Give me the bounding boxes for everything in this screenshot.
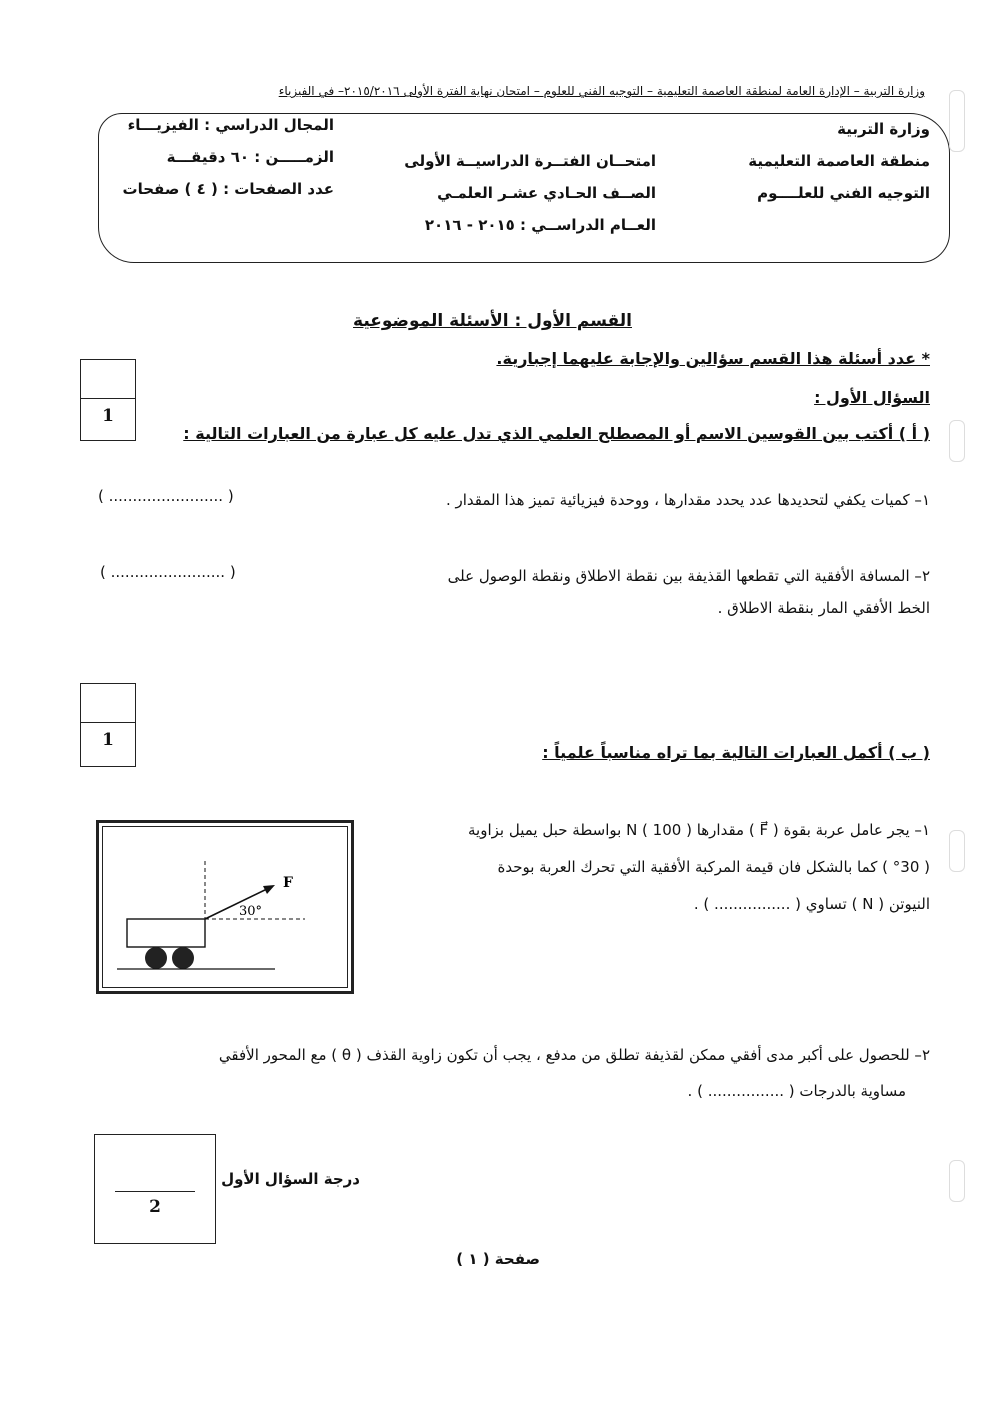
score-box-part-b [80, 683, 136, 767]
total-score: 2 [149, 1197, 161, 1217]
force-arrowhead [263, 885, 275, 894]
part-b-item-1-line-3: النيوتن ( N ) تساوي ( ................ ) . [693, 895, 930, 913]
part-a-item-2-cont: الخط الأفقي المار بنقطة الاطلاق . [717, 599, 930, 617]
page-number: صفحة ( ١ ) [456, 1250, 540, 1268]
total-label: درجة السؤال الأول [221, 1170, 360, 1188]
angle-label: 30° [239, 904, 263, 919]
duration-label: الزمـــــن : ٦٠ دقيقـــة [166, 148, 334, 166]
subject-label: المجال الدراسي : الفيزيـــاء [127, 116, 334, 134]
scan-edge-mark [949, 420, 965, 462]
cart-figure [96, 820, 354, 994]
scan-edge-mark [949, 90, 965, 152]
part-b-item-2-line-1: ٢– للحصول على أكبر مدى أفقي ممكن لقذيفة تطلق من مدفع ، يجب أن تكون زاوية القذف ( θ ) مع المحور الأفقي [218, 1046, 930, 1064]
department-label: التوجيه الفني للعلــــوم [757, 184, 930, 202]
cart-diagram [99, 823, 351, 991]
cart-body [127, 919, 205, 947]
ministry-label: وزارة التربية [837, 120, 930, 138]
cart-wheel-left [145, 947, 167, 969]
district-label: منطقة العاصمة التعليمية [748, 152, 930, 170]
part-a-item-1: ١– كميات يكفي لتحديدها عدد يحدد مقدارها ، ووحدة فيزيائية تميز هذا المقدار . [445, 491, 930, 509]
score-box-part-a [80, 359, 136, 441]
part-a-prompt: ( أ ) أكتب بين القوسين الاسم أو المصطلح العلمي الذي تدل عليه كل عبارة من العبارات التالية : [183, 424, 930, 443]
part-b-item-2-line-2: مساوية بالدرجات ( ................ ) . [687, 1082, 906, 1100]
part-a-item-2: ٢– المسافة الأفقية التي تقطعها القذيفة بين نقطة الاطلاق ونقطة الوصول على [447, 567, 930, 585]
part-b-item-1-line-1: ١– يجر عامل عربة بقوة ( F⃗ ) مقدارها N ( 100 ) بواسطة حبل يميل بزاوية [468, 821, 930, 839]
total-score-box [94, 1134, 216, 1244]
score-part-a: 1 [102, 406, 114, 426]
scan-edge-mark [949, 830, 965, 872]
academic-year: العــام الدراســي : ٢٠١٥ - ٢٠١٦ [424, 216, 656, 234]
part-b-prompt: ( ب ) أكمل العبارات التالية بما تراه مناسباً علمياً : [542, 743, 930, 762]
force-label: F [283, 875, 293, 891]
score-part-b: 1 [102, 730, 114, 750]
grade-label: الصــف الحـادي عشـر العلمـي [437, 184, 656, 202]
section-title: القسم الأول : الأسئلة الموضوعية [353, 311, 632, 331]
instruction: * عدد أسئلة هذا القسم سؤالين والإجابة عليهما إجبارية. [496, 349, 930, 368]
scan-edge-mark [949, 1160, 965, 1202]
part-b-item-1-line-2: ( °30 ) كما بالشكل فان قيمة المركبة الأفقية التي تحرك العربة بوحدة [497, 858, 930, 876]
part-a-answer-2[interactable]: ( ........................ ) [100, 563, 236, 581]
exam-title: امتحــان الفتــرة الدراسيــة الأولى [404, 152, 656, 170]
pages-count-label: عدد الصفحات : ( ٤ ) صفحات [122, 180, 334, 198]
part-a-answer-1[interactable]: ( ........................ ) [98, 487, 234, 505]
cart-wheel-right [172, 947, 194, 969]
question-1-title: السؤال الأول : [814, 388, 930, 407]
exam-running-header: وزارة التربية – الإدارة العامة لمنطقة العاصمة التعليمية – التوجيه الفني للعلوم – امتحان نهاية الفترة الأولى ٢٠١٥/٢٠١٦– في الفيزياء [278, 84, 925, 98]
